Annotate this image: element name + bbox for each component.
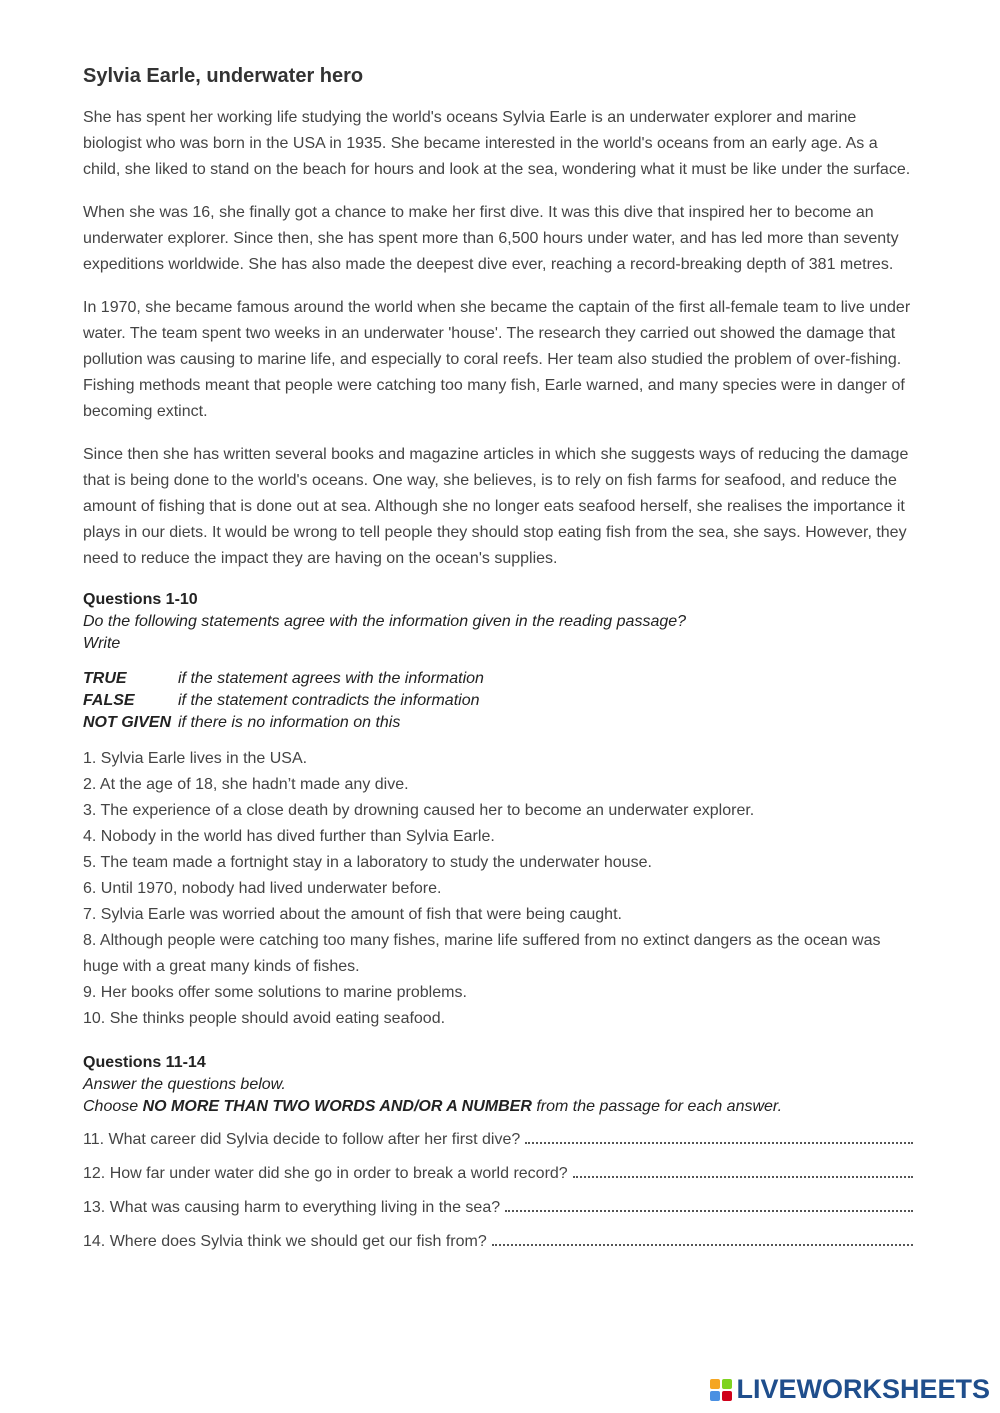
paragraph-1: She has spent her working life studying the world's oceans Sylvia Earle is an underwater explorer and marine biologist who was born in the USA in 1935. She became interested in the world's oceans from an early age. As a child, she liked to stand on the beach for hours and look at the sea, wondering what it must be like under the surface. <box>83 109 911 178</box>
paragraph-4: Since then she has written several books and magazine articles in which she suggests ways of reducing the damage that is being done to the world's oceans. One way, she believes, is to rely on fish farms for seafood, and reduce the amount of fishing that is done out at sea. Although she no longer eats seafood herself, she realises the importance it plays in our diets. It would be wrong to tell people they should stop eating fish from the sea, she says. However, they need to reduce the impact they are having on the ocean's supplies. <box>83 446 909 567</box>
section-heading: Questions 11-14 <box>83 1054 206 1071</box>
questions-11-14-section <box>83 1052 913 1264</box>
question-row-12 <box>83 1162 913 1196</box>
legend-key: TRUE <box>83 670 127 687</box>
statement: 10. She thinks people should avoid eating seafood. <box>83 1010 446 1027</box>
answer-blank[interactable] <box>573 1162 913 1178</box>
statement: 3. The experience of a close death by drowning caused her to become an underwater explorer. <box>83 802 755 819</box>
statement: 8. Although people were catching too many fishes, marine life suffered from no extinct dangers as the ocean was huge with a great many kinds of fishes. <box>83 932 881 975</box>
question-text: 13. What was causing harm to everything living in the sea? <box>83 1199 501 1216</box>
logo-icon <box>710 1379 732 1401</box>
section-instruction: Answer the questions below. <box>83 1076 286 1093</box>
legend-key: FALSE <box>83 692 135 709</box>
question-row-13 <box>83 1196 913 1230</box>
answer-blank[interactable] <box>492 1230 913 1246</box>
legend-desc: if there is no information on this <box>178 714 401 731</box>
page-title: Sylvia Earle, underwater hero <box>83 65 364 87</box>
legend-row-not-given <box>83 712 913 734</box>
question-row-11 <box>83 1128 913 1162</box>
statement: 7. Sylvia Earle was worried about the amount of fish that were being caught. <box>83 906 622 923</box>
paragraph-2: When she was 16, she finally got a chance to make her first dive. It was this dive that inspired her to become an underwater explorer. Since then, she has spent more than 6,500 hours under water, and has led more than seventy expeditions worldwide. She has also made the deepest dive ever, reaching a record-breaking depth of 381 metres. <box>83 204 899 273</box>
question-row-14 <box>83 1230 913 1264</box>
worksheet-page <box>83 62 913 1264</box>
legend-desc: if the statement agrees with the information <box>178 670 484 687</box>
legend-row-true <box>83 668 913 690</box>
answer-legend <box>83 668 913 734</box>
statement: 5. The team made a fortnight stay in a laboratory to study the underwater house. <box>83 854 652 871</box>
statement: 9. Her books offer some solutions to marine problems. <box>83 984 467 1001</box>
section-instruction-choose: Choose NO MORE THAN TWO WORDS AND/OR A NUMBER from the passage for each answer. <box>83 1098 783 1115</box>
section-instruction: Do the following statements agree with the information given in the reading passage? <box>83 613 687 630</box>
statement: 4. Nobody in the world has dived further than Sylvia Earle. <box>83 828 495 845</box>
statement: 2. At the age of 18, she hadn’t made any dive. <box>83 776 409 793</box>
legend-desc: if the statement contradicts the information <box>178 692 480 709</box>
statement: 1. Sylvia Earle lives in the USA. <box>83 750 308 767</box>
paragraph-3: In 1970, she became famous around the world when she became the captain of the first all-female team to live under water. The team spent two weeks in an underwater 'house'. The research they carried out showed the damage that pollution was causing to marine life, and especially to coral reefs. Her team also studied the problem of over-fishing. Fishing methods meant that people were catching too many fish, Earle warned, and many species were in danger of becoming extinct. <box>83 299 911 420</box>
question-text: 12. How far under water did she go in order to break a world record? <box>83 1165 568 1182</box>
logo-text: LIVEWORKSHEETS <box>736 1374 990 1404</box>
liveworksheets-logo <box>710 1374 990 1405</box>
statement: 6. Until 1970, nobody had lived underwater before. <box>83 880 442 897</box>
section-instruction-write: Write <box>83 635 121 652</box>
legend-key: NOT GIVEN <box>83 714 172 731</box>
question-text: 14. Where does Sylvia think we should get our fish from? <box>83 1233 487 1250</box>
answer-blank[interactable] <box>505 1196 913 1212</box>
questions-1-10-section <box>83 589 913 1032</box>
section-heading: Questions 1-10 <box>83 591 198 608</box>
question-text: 11. What career did Sylvia decide to follow after her first dive? <box>83 1131 521 1148</box>
answer-blank[interactable] <box>525 1128 913 1144</box>
legend-row-false <box>83 690 913 712</box>
